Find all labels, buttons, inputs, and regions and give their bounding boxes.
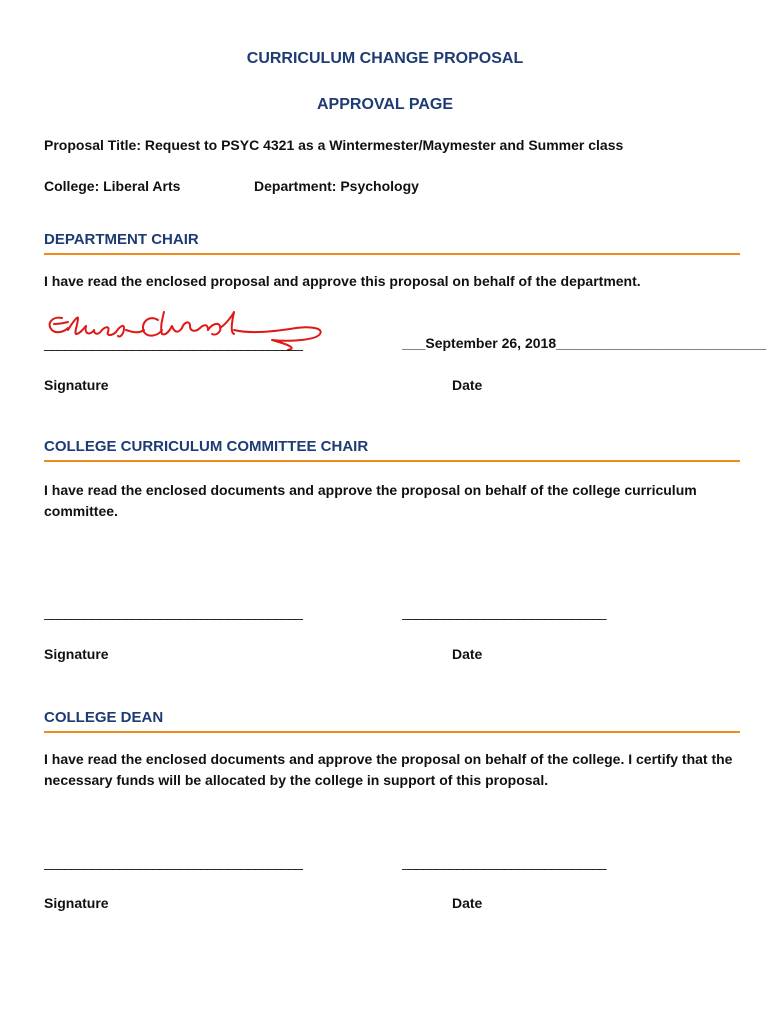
form-subtitle: APPROVAL PAGE bbox=[316, 96, 454, 113]
department-field: Department: Psychology bbox=[254, 178, 419, 194]
signature-line[interactable]: ______________________________________ bbox=[44, 854, 302, 870]
section-heading-committee-chair: COLLEGE CURRICULUM COMMITTEE CHAIR bbox=[44, 438, 369, 455]
approval-statement: I have read the enclosed proposal and approve this proposal on behalf of the department. bbox=[44, 273, 641, 289]
signature-line[interactable]: ______________________________________ bbox=[44, 335, 302, 351]
section-divider bbox=[44, 460, 740, 462]
date-value[interactable]: ___September 26, 2018___________________________ bbox=[402, 335, 767, 351]
section-divider bbox=[44, 731, 740, 733]
signature-line[interactable]: ______________________________________ bbox=[44, 604, 302, 620]
form-title: CURRICULUM CHANGE PROPOSAL bbox=[246, 50, 524, 67]
signature-label: Signature bbox=[44, 377, 109, 393]
approval-statement: I have read the enclosed documents and approve the proposal on behalf of the college. I certify that the necessary funds will be allocated by the college in support of this proposal. bbox=[44, 751, 733, 788]
college-field: College: Liberal Arts bbox=[44, 178, 181, 194]
date-line[interactable]: ______________________________ bbox=[402, 854, 606, 870]
section-heading-department-chair: DEPARTMENT CHAIR bbox=[44, 231, 199, 248]
date-label: Date bbox=[452, 895, 483, 911]
signature-label: Signature bbox=[44, 895, 109, 911]
proposal-title: Proposal Title: Request to PSYC 4321 as a Wintermester/Maymester and Summer class bbox=[44, 137, 624, 153]
signature-label: Signature bbox=[44, 646, 109, 662]
date-label: Date bbox=[452, 377, 483, 393]
date-label: Date bbox=[452, 646, 483, 662]
section-divider bbox=[44, 253, 740, 255]
section-heading-college-dean: COLLEGE DEAN bbox=[44, 709, 164, 726]
approval-statement: I have read the enclosed documents and approve the proposal on behalf of the college curriculum committee. bbox=[44, 482, 697, 519]
date-line[interactable]: ______________________________ bbox=[402, 604, 606, 620]
